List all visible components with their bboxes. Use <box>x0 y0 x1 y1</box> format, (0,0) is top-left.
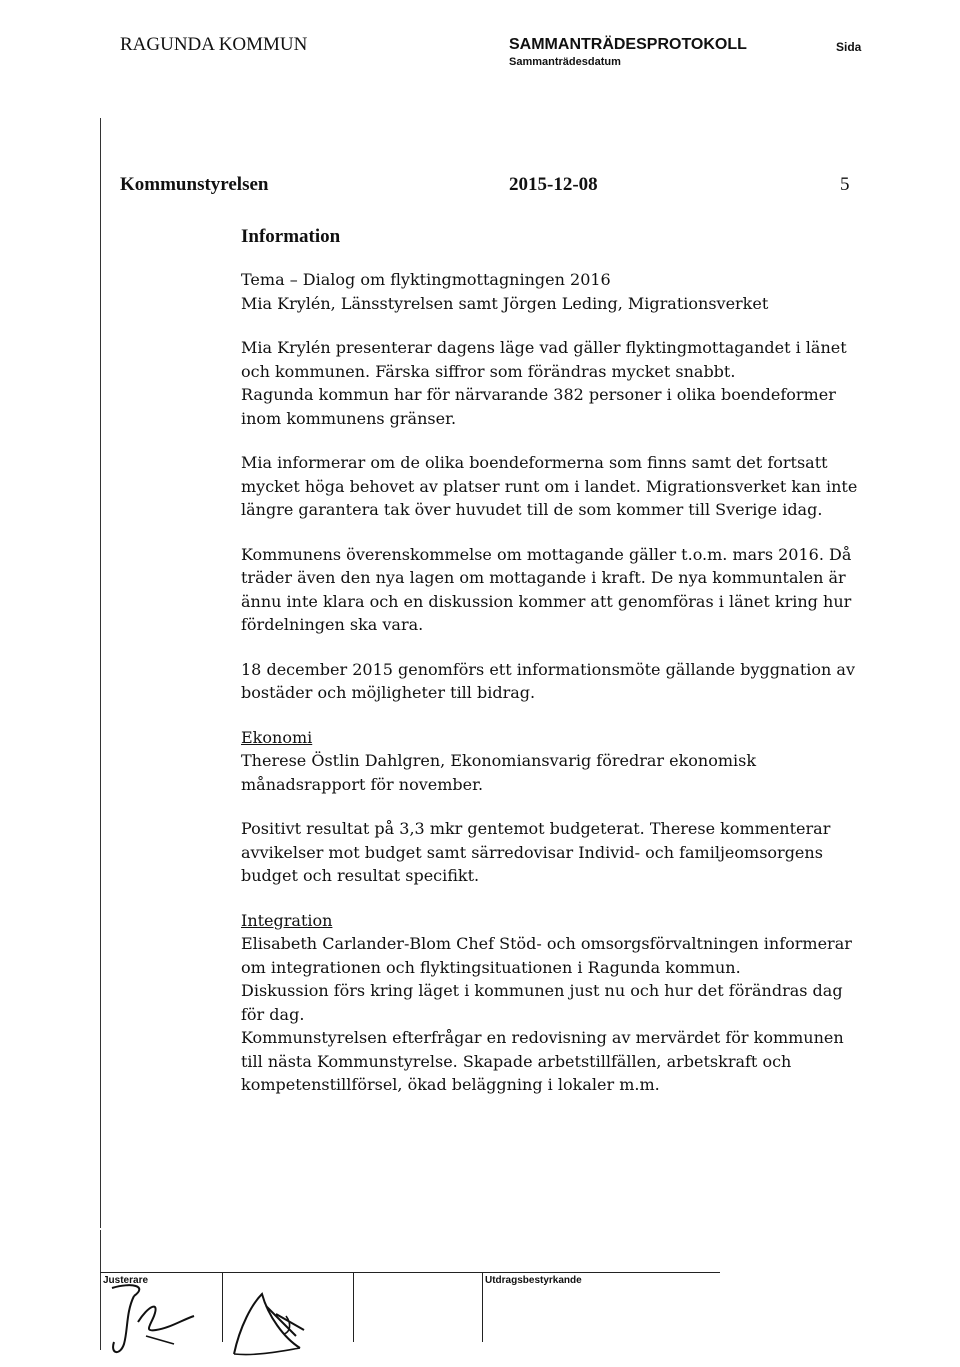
paragraph-boendeformer <box>241 451 858 522</box>
text-line: Mia Krylén presenterar dagens läge vad gäller flyktingmottagandet i länet <box>241 338 847 357</box>
justerare-label: Justerare <box>103 1275 149 1286</box>
text-line: fördelningen ska vara. <box>241 615 424 634</box>
left-margin-rule <box>100 118 101 1228</box>
paragraph-ekonomi <box>241 749 841 796</box>
text-line: Mia informerar om de olika boendeformerna som finns samt det fortsatt <box>241 453 828 472</box>
signature-mark-2 <box>226 1286 326 1362</box>
text-line: Elisabeth Carlander-Blom Chef Stöd- och omsorgsförvaltningen informerar <box>241 934 852 953</box>
text-line: Diskussion förs kring läget i kommunen just nu och hur det förändras dag <box>241 981 843 1000</box>
text-line: Integration <box>241 910 333 930</box>
text-line: Tema – Dialog om flyktingmottagningen 2016 <box>241 270 611 289</box>
meeting-date-label: Sammanträdesdatum <box>509 56 621 68</box>
paragraph-informationsmote <box>241 658 855 705</box>
footer-divider <box>353 1272 354 1342</box>
text-line: mycket höga behovet av platser runt om i landet. Migrationsverket kan inte <box>241 476 858 496</box>
footer-divider <box>222 1272 223 1342</box>
text-line: inom kommunens gränser. <box>241 408 457 428</box>
paragraph-krylen <box>241 336 847 430</box>
text-line: Therese Östlin Dahlgren, Ekonomiansvarig föredrar ekonomisk <box>241 751 757 770</box>
text-line: avvikelser mot budget samt särredovisar Individ- och familjeomsorgens <box>241 842 823 862</box>
text-line: Ekonomi <box>241 727 313 747</box>
meeting-body: Kommunstyrelsen <box>120 174 269 195</box>
paragraph-overenskommelse <box>241 543 852 637</box>
document-content <box>241 268 858 1118</box>
text-line: träder även den nya lagen om mottagande i kraft. De nya kommuntalen är <box>241 568 846 587</box>
text-line: 18 december 2015 genomförs ett informationsmöte gällande byggnation av <box>241 659 855 679</box>
text-line: till nästa Kommunstyrelse. Skapade arbetstillfällen, arbetskraft och <box>241 1051 792 1071</box>
footer-divider <box>482 1272 483 1342</box>
text-line: och kommunen. Färska siffror som förändras mycket snabbt. <box>241 361 736 381</box>
text-line: kompetenstillförsel, ökad beläggning i lokaler m.m. <box>241 1075 660 1094</box>
section-heading: Information <box>241 226 341 247</box>
signature-mark-1 <box>104 1282 214 1362</box>
text-line: för dag. <box>241 1004 305 1024</box>
text-line: budget och resultat specifikt. <box>241 866 480 885</box>
text-line: längre garantera tak över huvudet till de som kommer till Sverige idag. <box>241 500 823 519</box>
text-line: Kommunstyrelsen efterfrågar en redovisning av mervärdet för kommunen <box>241 1028 844 1047</box>
page-number: 5 <box>840 174 850 195</box>
integration-heading <box>241 909 841 933</box>
text-line: Kommunens överenskommelse om mottagande gäller t.o.m. mars 2016. Då <box>241 544 852 564</box>
text-line: om integrationen och flyktingsituationen i Ragunda kommun. <box>241 957 741 977</box>
footer-rule <box>100 1272 720 1273</box>
paragraph-tema <box>241 268 841 315</box>
text-line: ännu inte klara och en diskussion kommer att genomföras i länet kring hur <box>241 591 852 611</box>
paragraph-resultat <box>241 817 841 888</box>
page-label: Sida <box>836 40 862 54</box>
ekonomi-heading <box>241 726 841 750</box>
paragraph-integration <box>241 932 852 1097</box>
text-line: månadsrapport för november. <box>241 774 484 794</box>
text-line: Mia Krylén, Länsstyrelsen samt Jörgen Leding, Migrationsverket <box>241 293 769 313</box>
text-line: Ragunda kommun har för närvarande 382 personer i olika boendeformer <box>241 385 836 404</box>
text-line: bostäder och möjligheter till bidrag. <box>241 683 536 702</box>
utdragsbestyrkande-label: Utdragsbestyrkande <box>485 1275 582 1286</box>
footer-left-rule <box>100 1230 101 1350</box>
document-title: SAMMANTRÄDESPROTOKOLL <box>509 36 747 53</box>
organization-name: RAGUNDA KOMMUN <box>120 34 308 55</box>
text-line: Positivt resultat på 3,3 mkr gentemot budgeterat. Therese kommenterar <box>241 819 831 838</box>
meeting-date: 2015-12-08 <box>509 174 598 195</box>
